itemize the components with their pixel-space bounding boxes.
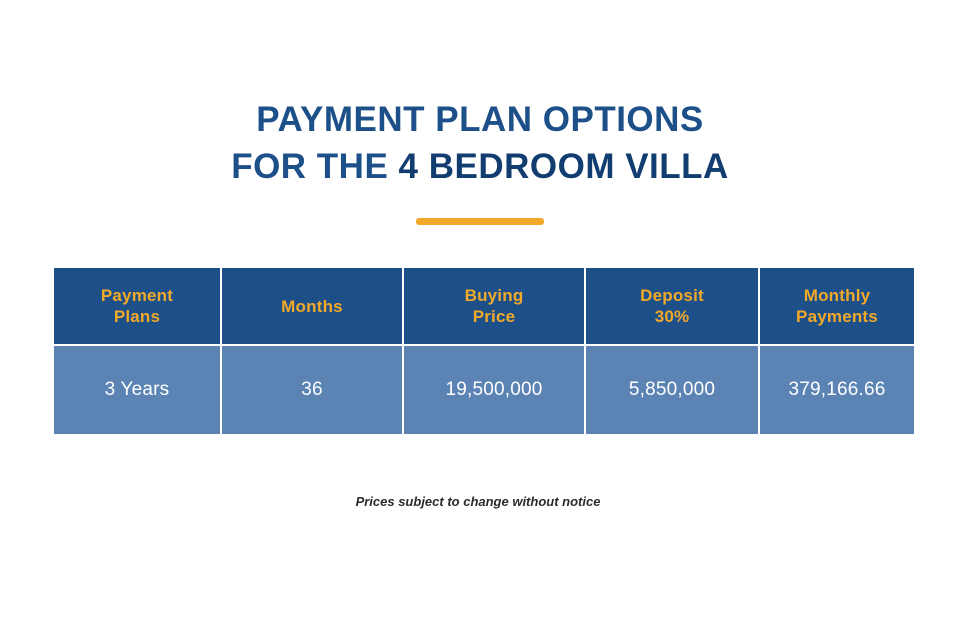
payment-plan-table xyxy=(52,266,916,436)
payment-plan-table-wrapper xyxy=(52,266,908,436)
column-header-deposit-line-1: Deposit xyxy=(640,286,704,305)
column-header-payment-plans-line-1: Payment xyxy=(100,286,174,305)
column-header-buying-price xyxy=(404,268,584,344)
title-block xyxy=(0,0,960,225)
column-header-months xyxy=(222,268,402,344)
column-header-monthly-payments-line-1: Monthly xyxy=(803,286,871,305)
column-header-buying-price-line-2: Price xyxy=(472,307,516,326)
table-header-row xyxy=(54,268,914,344)
cell-monthly-payments: 379,166.66 xyxy=(760,346,914,434)
cell-buying-price: 19,500,000 xyxy=(404,346,584,434)
page-title-line-2-prefix: FOR THE xyxy=(231,147,399,186)
column-header-monthly-payments-line-2: Payments xyxy=(796,307,878,326)
column-header-monthly-payments xyxy=(760,268,914,344)
column-header-buying-price-line-1: Buying xyxy=(464,286,524,305)
cell-deposit: 5,850,000 xyxy=(586,346,758,434)
title-underline-rule xyxy=(416,218,544,225)
column-header-deposit xyxy=(586,268,758,344)
table-row xyxy=(54,346,914,434)
page-title-emphasis: 4 BEDROOM VILLA xyxy=(398,147,729,186)
column-header-payment-plans-line-2: Plans xyxy=(113,307,161,326)
column-header-deposit-line-2: 30% xyxy=(654,307,690,326)
page-title-line-1: PAYMENT PLAN OPTIONS xyxy=(256,100,704,139)
column-header-months-line-1: Months xyxy=(281,296,343,316)
footnote-disclaimer: Prices subject to change without notice xyxy=(355,494,601,509)
column-header-payment-plans xyxy=(54,268,220,344)
cell-months: 36 xyxy=(222,346,402,434)
page-title-line-2 xyxy=(0,143,960,190)
cell-payment-plan: 3 Years xyxy=(54,346,220,434)
